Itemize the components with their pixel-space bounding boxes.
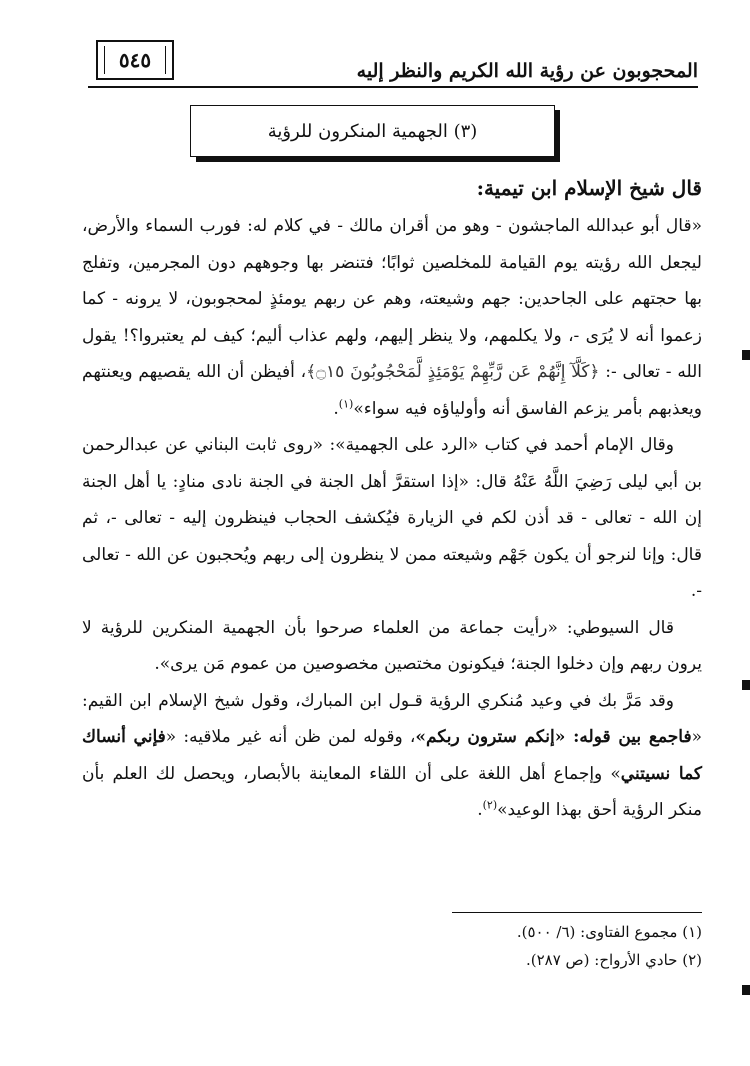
paragraph-4-text-c: » وإجماع أهل اللغة على أن اللقاء المعاينة بالأبصار، ويحصل لك العلم بأن منكر الرؤية أحق بهذا الوعيد»	[82, 763, 702, 820]
paragraph-1-text-a: «قال أبو عبدالله الماجشون - وهو من أقران مالك - في كلام له: فورب السماء والأرض، ليجعل الله رؤيته يوم القيامة للمخلصين ثوابًا؛ فتنضر بها وجوههم دون المجرمين، وتفلج بها حجتهم على الجاحدين: جهم وشيعته، وهم عن ربهم يومئذٍ لمحجوبون، لا يرونه - كما زعموا أنه لا يُرَى -، ولا يكلمهم، ولا ينظر إليهم، ولهم عذاب أليم؛ كيف لم يعتبروا؟! يقول الله - تعالى -:	[82, 216, 702, 382]
body-text	[82, 170, 702, 829]
footnote-separator	[452, 912, 702, 913]
paragraph-2: وقال الإمام أحمد في كتاب «الرد على الجهمية»: «روى ثابت البناني عن عبدالرحمن بن أبي ليلى رَضِيَ اللَّهُ عَنْهُ قال: «إذا استقرَّ أهل الجنة في الجنة نادى منادٍ: يا أهل الجنة إن الله - تعالى - قد أذن لكم في الزيارة فيُكشف الحجاب فينظرون إليه - تعالى -، ثم قال: وإنا لنرجو أن يكون جَهْم وشيعته ممن لا ينظرون إلى ربهم ويُحجبون عن الله - تعالى -.	[82, 435, 702, 601]
footnotes	[82, 918, 702, 974]
margin-mark	[742, 680, 750, 690]
paragraph-4-end: .	[477, 800, 483, 820]
section-title: (٣) الجهمية المنكرون للرؤية	[267, 120, 478, 142]
bold-quote-2: فإني أنساك كما نسيتني	[82, 727, 702, 784]
footnote-ref-1[interactable]: (١)	[338, 396, 354, 410]
margin-mark	[742, 985, 750, 995]
header-rule	[88, 86, 698, 88]
running-header	[88, 28, 698, 88]
paragraph-4-text-a: وقد مَرَّ بك في وعيد مُنكري الرؤية قـول ابن المبارك، وقول شيخ الإسلام ابن القيم: «	[82, 690, 702, 747]
paragraph-1-text-b: ، أفيظن أن الله يقصيهم ويعنتهم ويعذبهم بأمر يزعم الفاسق أنه وأولياؤه فيه سواء»	[82, 362, 702, 419]
bold-quote-1: فاجمع بين قوله: «إنكم سترون ربكم»	[415, 727, 692, 747]
subheading: قال شيخ الإسلام ابن تيمية:	[476, 176, 702, 200]
header-title: المحجوبون عن رؤية الله الكريم والنظر إليه	[356, 60, 698, 82]
quran-verse: ﴿كَلَّآ إِنَّهُمْ عَن رَّبِّهِمْ يَوْمَئِذٍ لَّمَحْجُوبُونَ ۝١٥﴾	[306, 362, 600, 382]
footnote-2: (٢) حادي الأرواح: (ص ٢٨٧).	[525, 951, 702, 969]
paragraph-4-text-b: ، وقوله لمن ظن أنه غير ملاقيه: «	[165, 727, 416, 747]
footnote-ref-2[interactable]: (٢)	[482, 798, 498, 812]
paragraph-4	[82, 683, 702, 829]
paragraph-1	[82, 208, 702, 427]
paragraph-3: قال السيوطي: «رأيت جماعة من العلماء صرحوا بأن الجهمية المنكرين للرؤية لا يرون ربهم وإن دخلوا الجنة؛ فيكونون مختصين مخصوصين من عموم مَن يرى».	[82, 617, 702, 674]
section-title-box	[190, 105, 555, 157]
paragraph-1-end: .	[333, 398, 339, 419]
footnote-1: (١) مجموع الفتاوى: (٦/ ٥٠٠).	[516, 923, 702, 941]
page-number: ٥٤٥	[96, 40, 174, 80]
margin-mark	[742, 350, 750, 360]
